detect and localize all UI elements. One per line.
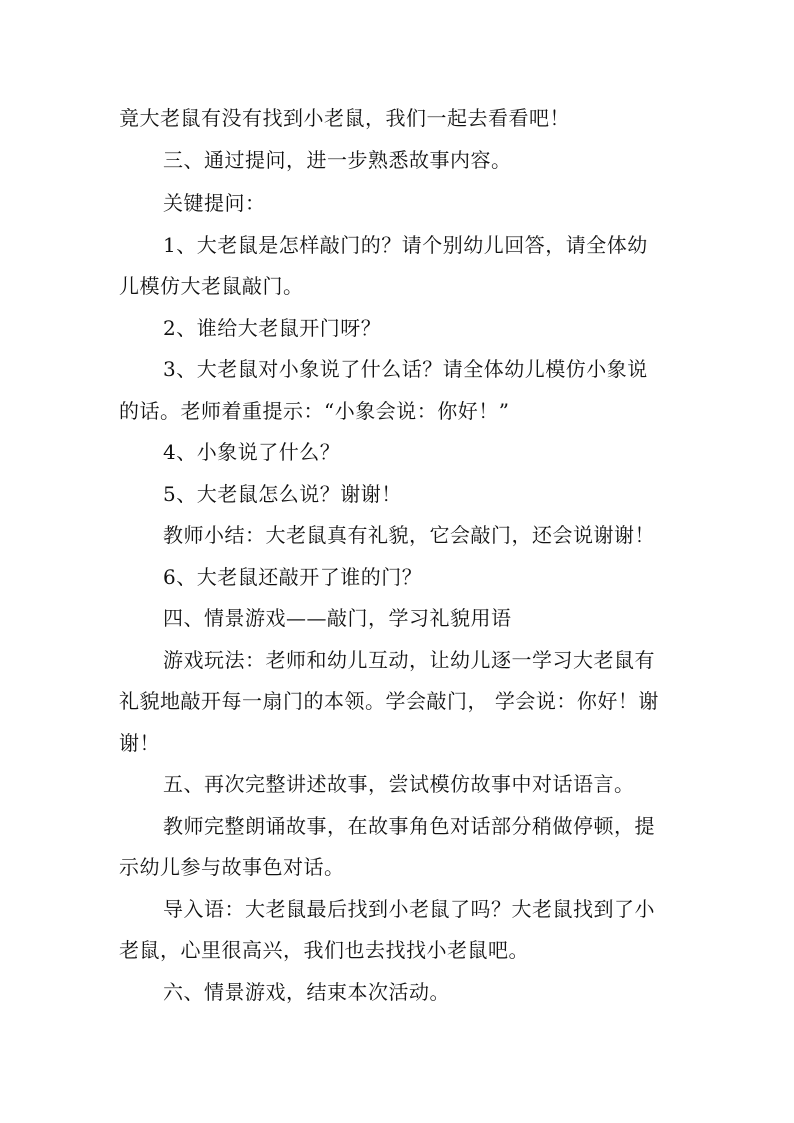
- question-item: 1、大老鼠是怎样敲门的？请个别幼儿回答，请全体幼: [163, 233, 648, 257]
- section-heading: 五、再次完整讲述故事，尝试模仿故事中对话语言。: [163, 772, 635, 796]
- text-line: 竟大老鼠有没有找到小老鼠，我们一起去看看吧！: [119, 106, 570, 130]
- text-line: 儿模仿大老鼠敲门。: [119, 274, 304, 298]
- text-line: 游戏玩法：老师和幼儿互动，让幼儿逐一学习大老鼠有: [163, 648, 655, 672]
- section-heading: 六、情景游戏，结束本次活动。: [163, 980, 450, 1004]
- question-item: 2、谁给大老鼠开门呀？: [163, 316, 382, 340]
- text-line: 教师小结：大老鼠真有礼貌，它会敲门，还会说谢谢！: [163, 523, 655, 547]
- text-line: 示幼儿参与故事色对话。: [119, 855, 345, 879]
- question-item: 3、大老鼠对小象说了什么话？请全体幼儿模仿小象说: [163, 357, 648, 381]
- text-line: 导入语：大老鼠最后找到小老鼠了吗？大老鼠找到了小: [163, 897, 655, 921]
- text-line: 关键提问：: [163, 191, 266, 215]
- question-item: 6、大老鼠还敲开了谁的门？: [163, 565, 423, 589]
- text-line: 谢！: [119, 731, 160, 755]
- section-heading: 四、情景游戏——敲门，学习礼貌用语: [163, 606, 512, 630]
- text-line: 老鼠，心里很高兴，我们也去找找小老鼠吧。: [119, 938, 529, 962]
- text-line: 教师完整朗诵故事，在故事角色对话部分稍做停顿，提: [163, 814, 655, 838]
- question-item: 4、小象说了什么？: [163, 440, 341, 464]
- question-item: 5、大老鼠怎么说？谢谢！: [163, 482, 402, 506]
- text-line: 礼貌地敲开每一扇门的本领。学会敲门， 学会说：你好！谢: [119, 689, 659, 713]
- text-line: 的话。老师着重提示：“小象会说：你好！”: [119, 399, 510, 423]
- section-heading: 三、通过提问，进一步熟悉故事内容。: [163, 148, 512, 172]
